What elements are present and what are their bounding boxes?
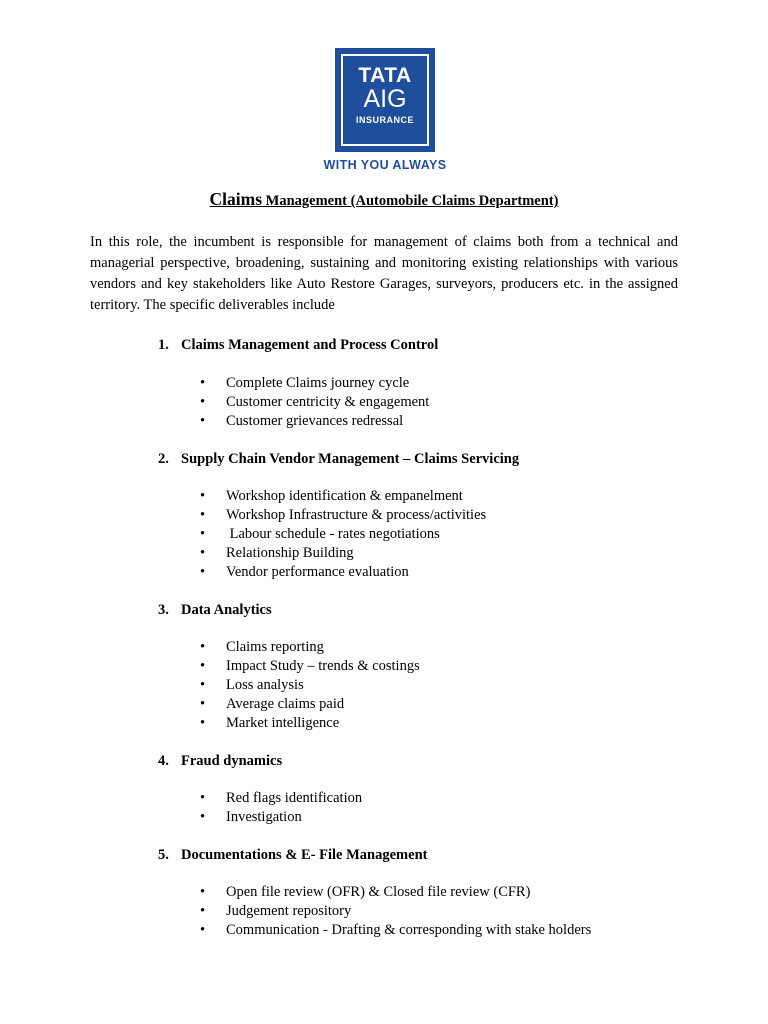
- list-item-text: Average claims paid: [226, 696, 345, 712]
- document-title: [0, 189, 768, 210]
- section-number: 3.: [158, 602, 169, 618]
- list-item: [200, 921, 591, 940]
- bullet-icon: •: [200, 507, 206, 523]
- bullet-icon: •: [200, 809, 206, 825]
- bullet-icon: •: [200, 394, 206, 410]
- list-item: [200, 525, 486, 544]
- section-heading: [158, 602, 272, 619]
- list-item-text: Vendor performance evaluation: [226, 564, 409, 580]
- list-item: [200, 883, 591, 902]
- section-title: Documentations & E- File Management: [181, 847, 428, 863]
- logo-frame: [341, 54, 429, 146]
- title-claims: Claims: [209, 189, 263, 209]
- section-heading: [158, 337, 438, 354]
- company-logo: [335, 48, 435, 152]
- list-item-text: Workshop Infrastructure & process/activities: [226, 507, 487, 523]
- list-item: [200, 393, 429, 412]
- section-heading: [158, 847, 427, 864]
- list-item-text: Open file review (OFR) & Closed file review (CFR): [226, 884, 531, 900]
- list-item-text: Impact Study – trends & costings: [226, 658, 420, 674]
- list-item: [200, 695, 420, 714]
- list-item: [200, 544, 486, 563]
- bullet-icon: •: [200, 790, 206, 806]
- list-item-text: Customer centricity & engagement: [226, 394, 430, 410]
- bullet-icon: •: [200, 639, 206, 655]
- logo-aig-text: AIG: [363, 85, 407, 113]
- bullet-icon: •: [200, 658, 206, 674]
- section-number: 1.: [158, 337, 169, 353]
- bullet-icon: •: [200, 545, 206, 561]
- list-item-text: Claims reporting: [226, 639, 324, 655]
- list-item-text: Workshop identification & empanelment: [226, 488, 463, 504]
- list-item: [200, 808, 362, 827]
- list-item-text: Customer grievances redressal: [226, 413, 404, 429]
- bullet-icon: •: [200, 677, 206, 693]
- list-item-text: Relationship Building: [226, 545, 354, 561]
- section-number: 5.: [158, 847, 169, 863]
- list-item-text: Judgement repository: [226, 903, 352, 919]
- bullet-icon: •: [200, 526, 206, 542]
- list-item-text: Market intelligence: [226, 715, 340, 731]
- section-number: 2.: [158, 451, 169, 467]
- bullet-icon: •: [200, 564, 206, 580]
- section-title: Fraud dynamics: [181, 753, 283, 769]
- list-item-text: Loss analysis: [226, 677, 304, 693]
- section-number: 4.: [158, 753, 169, 769]
- list-item: [200, 487, 486, 506]
- bullet-icon: •: [200, 884, 206, 900]
- bullet-icon: •: [200, 903, 206, 919]
- bullet-icon: •: [200, 413, 206, 429]
- list-item: [200, 902, 591, 921]
- bullet-list: [200, 638, 420, 733]
- list-item-text: Complete Claims journey cycle: [226, 375, 410, 391]
- title-rest: Management (Automobile Claims Department): [262, 193, 559, 209]
- list-item: [200, 789, 362, 808]
- list-item: [200, 412, 429, 431]
- bullet-list: [200, 374, 429, 431]
- list-item: [200, 676, 420, 695]
- list-item: [200, 638, 420, 657]
- list-item: [200, 563, 486, 582]
- bullet-icon: •: [200, 696, 206, 712]
- list-item-text: Communication - Drafting & corresponding with stake holders: [226, 922, 592, 938]
- section-heading: [158, 451, 519, 468]
- list-item: [200, 714, 420, 733]
- intro-paragraph: In this role, the incumbent is responsible for management of claims both from a technical and managerial perspective, broadening, sustaining and monitoring existing relationships with various vendors and key stakeholders like Auto Restore Garages, surveyors, producers etc. in the assigned territory. The specific deliverables include: [90, 234, 678, 313]
- bullet-icon: •: [200, 488, 206, 504]
- logo-box: [335, 48, 435, 152]
- logo-tata-text: TATA: [358, 64, 412, 87]
- list-item: [200, 506, 486, 525]
- bullet-icon: •: [200, 922, 206, 938]
- logo-insurance-text: INSURANCE: [355, 115, 414, 125]
- section-heading: [158, 753, 282, 770]
- bullet-list: [200, 789, 362, 827]
- list-item-text: Red flags identification: [226, 790, 363, 806]
- list-item: [200, 374, 429, 393]
- section-title: Claims Management and Process Control: [181, 337, 439, 353]
- bullet-icon: •: [200, 715, 206, 731]
- list-item-text: Investigation: [226, 809, 302, 825]
- bullet-icon: •: [200, 375, 206, 391]
- list-item-text: Labour schedule - rates negotiations: [226, 526, 440, 542]
- section-title: Data Analytics: [181, 602, 272, 618]
- bullet-list: [200, 487, 486, 582]
- section-title: Supply Chain Vendor Management – Claims Servicing: [181, 451, 520, 467]
- logo-tagline: WITH YOU ALWAYS: [323, 158, 447, 172]
- list-item: [200, 657, 420, 676]
- bullet-list: [200, 883, 591, 940]
